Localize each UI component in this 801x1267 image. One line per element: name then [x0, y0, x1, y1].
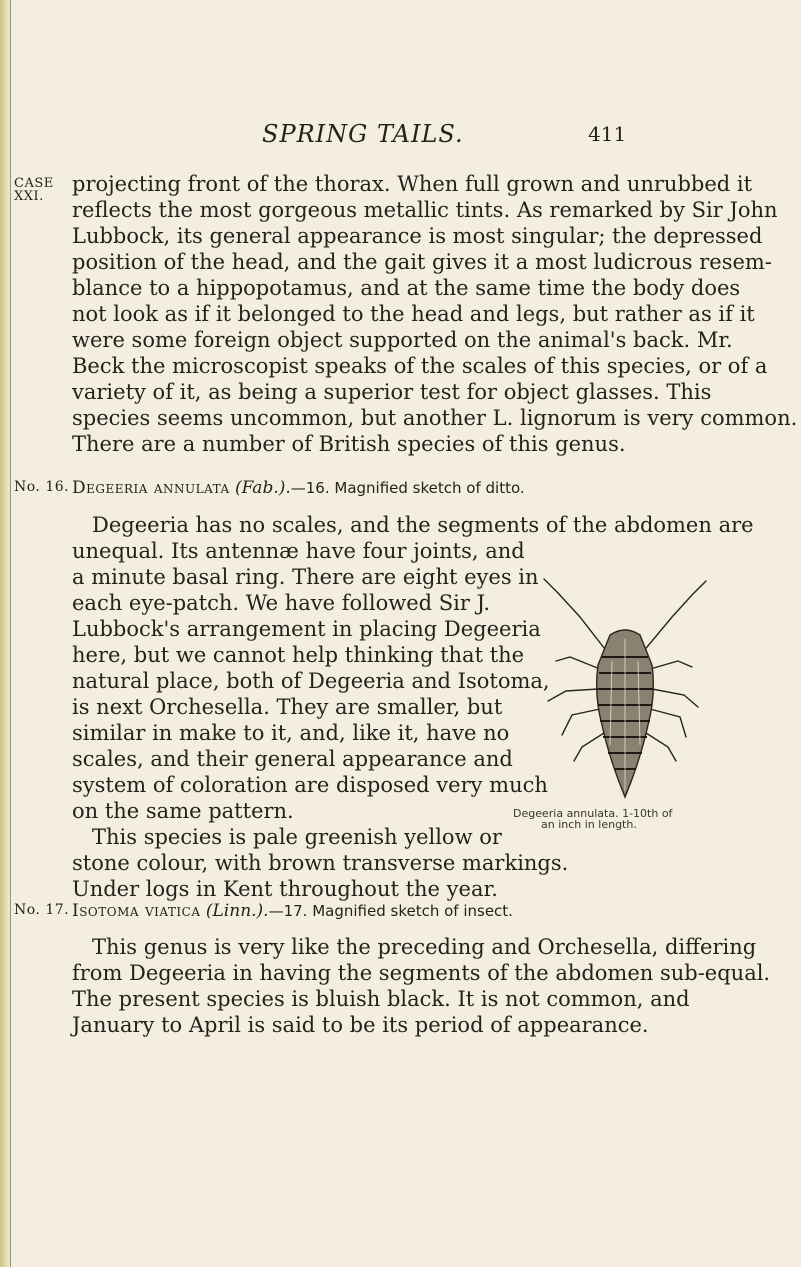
figure-reference: —16. Magnified sketch of ditto.: [290, 479, 525, 497]
paragraph-2: [72, 538, 550, 824]
text-line: variety of it, as being a superior test for object glasses. This: [72, 380, 712, 404]
margin-no-16: No. 16.: [14, 479, 70, 495]
figure-caption-line: an inch in length.: [541, 818, 637, 831]
text-line: not look as if it belonged to the head and legs, but rather as if it: [72, 302, 755, 326]
running-title: SPRING TAILS.: [262, 120, 464, 148]
text-line: species seems uncommon, but another L. lignorum is very common.: [72, 406, 798, 430]
text-line: on the same pattern.: [72, 799, 294, 823]
text-line: here, but we cannot help thinking that the: [72, 643, 525, 667]
text-line: similar in make to it, and, like it, have no: [72, 721, 510, 745]
text-line: were some foreign object supported on the animal's back. Mr.: [72, 328, 733, 352]
text-line: Degeeria has no scales, and the segments of the abdomen are: [92, 513, 754, 537]
figure-reference: —17. Magnified sketch of insect.: [268, 902, 513, 920]
text-line: reflects the most gorgeous metallic tints. As remarked by Sir John: [72, 198, 778, 222]
species-author: (Fab.).: [235, 478, 291, 498]
text-line: stone colour, with brown transverse markings.: [72, 851, 569, 875]
paragraph-1: [72, 171, 798, 457]
text-line: projecting front of the thorax. When full grown and unrubbed it: [72, 172, 753, 196]
text-line: This genus is very like the preceding and Orchesella, differing: [92, 935, 757, 959]
text-line: This species is pale greenish yellow or: [92, 825, 502, 849]
degeeria-insect-illustration: [460, 565, 780, 805]
figure-caption: [513, 808, 773, 830]
paragraph-3: [72, 824, 569, 902]
text-line: The present species is bluish black. It is not common, and: [72, 987, 690, 1011]
running-head: [0, 120, 801, 160]
text-line: January to April is said to be its period of appearance.: [72, 1013, 649, 1037]
text-line: position of the head, and the gait gives it a most ludicrous resem-: [72, 250, 772, 274]
text-line: each eye-patch. We have followed Sir J.: [72, 591, 491, 615]
text-line: from Degeeria in having the segments of the abdomen sub-equal.: [72, 961, 771, 985]
text-line: system of coloration are disposed very much: [72, 773, 548, 797]
paragraph-4: [72, 934, 778, 1038]
page-number: 411: [588, 122, 627, 146]
margin-case-number: XXI.: [14, 189, 44, 204]
text-line: unequal. Its antennæ have four joints, and: [72, 539, 525, 563]
binding-line: [10, 0, 11, 1267]
text-line: Under logs in Kent throughout the year.: [72, 877, 498, 901]
text-line: There are a number of British species of this genus.: [72, 432, 626, 456]
text-line: Lubbock's arrangement in placing Degeeria: [72, 617, 541, 641]
text-line: a minute basal ring. There are eight eyes in: [72, 565, 539, 589]
text-line: is next Orchesella. They are smaller, but: [72, 695, 503, 719]
margin-case-label: CASE: [14, 176, 54, 191]
text-line: blance to a hippopotamus, and at the same time the body does: [72, 276, 741, 300]
text-line: natural place, both of Degeeria and Isotoma,: [72, 669, 550, 693]
text-line: Beck the microscopist speaks of the scales of this species, or of a: [72, 354, 768, 378]
paragraph-2-first-line: [92, 512, 782, 538]
figure-caption-line: Degeeria annulata. 1-10th of: [513, 807, 673, 820]
species-author: (Linn.).: [205, 901, 269, 921]
heading-degeeria: [72, 478, 525, 498]
page-gutter: [0, 0, 10, 1267]
heading-isotoma: [72, 901, 513, 921]
text-line: scales, and their general appearance and: [72, 747, 513, 771]
margin-no-17: No. 17.: [14, 902, 70, 918]
species-name: Isotoma viatica: [72, 901, 201, 921]
species-name: Degeeria annulata: [72, 478, 230, 498]
text-line: Lubbock, its general appearance is most singular; the depressed: [72, 224, 763, 248]
